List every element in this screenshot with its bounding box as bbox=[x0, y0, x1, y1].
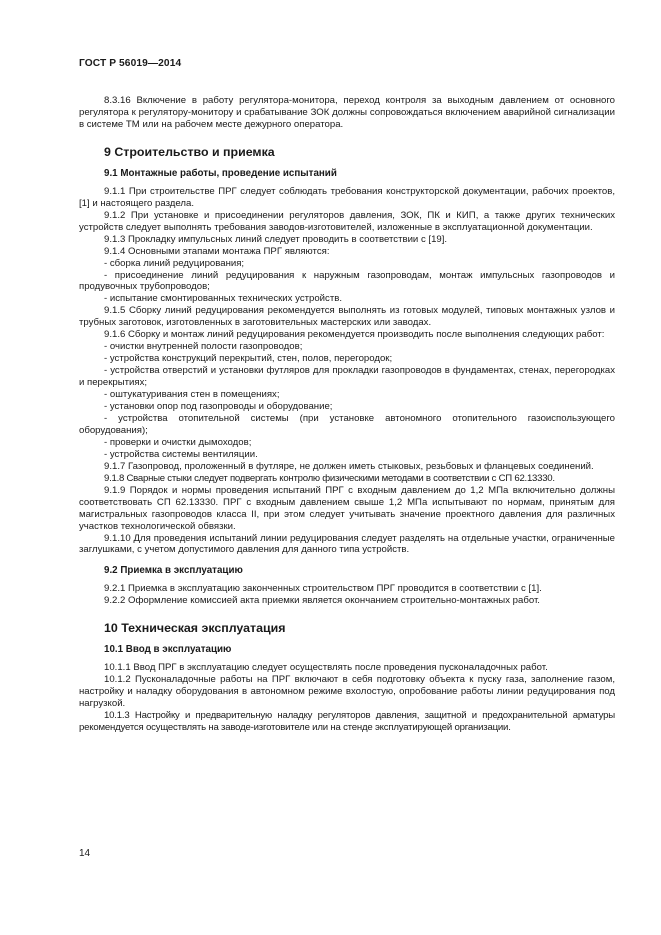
subsection-heading-10-1: 10.1 Ввод в эксплуатацию bbox=[104, 644, 232, 656]
paragraph-9-2-1: 9.2.1 Приемка в эксплуатацию законченных строительством ПРГ проводится в соответствии с [1]. bbox=[104, 583, 542, 595]
paragraph-10-1-2: 10.1.2 Пусконаладочные работы на ПРГ включают в себя подготовку объекта к пуску газа, заполнение газом, настройку и наладку оборудования в автономном режиме вхолостую, опробование работы линии редуцирования под нагрузкой. bbox=[79, 674, 615, 710]
paragraph-9-1-7: 9.1.7 Газопровод, проложенный в футляре, не должен иметь стыковых, резьбовых и фланцевых соединений. bbox=[104, 460, 594, 472]
list-item: - установки опор под газопроводы и оборудование; bbox=[104, 401, 333, 413]
list-item: - устройства конструкций перекрытий, стен, полов, перегородок; bbox=[104, 353, 393, 365]
list-item: - испытание смонтированных технических устройств. bbox=[104, 293, 342, 305]
list-item: - устройства отопительной системы (при установке автономного отопительного газоиспользующего оборудования); bbox=[79, 412, 615, 436]
paragraph-8-3-16: 8.3.16 Включение в работу регулятора-монитора, переход контроля за выходным давлением от основного регулятора к регулятору-монитору и срабатывание ЗОК должны сопровождаться включением аварийной сигнализации в системе ТМ или на рабочем месте дежурного оператора. bbox=[79, 95, 615, 130]
document-body bbox=[79, 95, 615, 734]
page-number: 14 bbox=[79, 848, 91, 859]
document-header-code: ГОСТ Р 56019—2014 bbox=[79, 58, 182, 69]
list-item: - сборка линий редуцирования; bbox=[104, 257, 245, 269]
paragraph-9-1-9: 9.1.9 Порядок и нормы проведения испытаний ПРГ с входным давлением до 1,2 МПа включительно должны соответствовать СП 62.13330. ПРГ с входным давлением свыше 1,2 МПа испытывают по нормам, принятым для магистральных газопроводов класса II, при этом следует учитывать значение проектного давления для различных участков технологической обвязки. bbox=[79, 484, 615, 532]
subsection-heading-9-1: 9.1 Монтажные работы, проведение испытаний bbox=[104, 167, 337, 179]
section-heading-10: 10 Техническая эксплуатация bbox=[104, 621, 286, 636]
paragraph-9-1-2: 9.1.2 При установке и присоединении регуляторов давления, ЗОК, ПК и КИП, а также других технических устройств следует выполнять требования заводов-изготовителей, изложенные в эксплуатационной документации. bbox=[79, 209, 615, 233]
list-item: - очистки внутренней полости газопроводов; bbox=[104, 341, 303, 353]
paragraph-9-1-3: 9.1.3 Прокладку импульсных линий следует проводить в соответствии с [19]. bbox=[104, 233, 448, 245]
list-item: - устройства системы вентиляции. bbox=[104, 448, 258, 460]
paragraph-9-1-4: 9.1.4 Основными этапами монтажа ПРГ являются: bbox=[104, 245, 330, 257]
paragraph-9-1-5: 9.1.5 Сборку линий редуцирования рекомендуется выполнять из готовых модулей, типовых монтажных узлов и трубных заготовок, изготовленных в заготовительных мастерских или заводах. bbox=[79, 305, 615, 329]
paragraph-9-2-2: 9.2.2 Оформление комиссией акта приемки является окончанием строительно-монтажных работ. bbox=[104, 595, 540, 607]
paragraph-9-1-6: 9.1.6 Сборку и монтаж линий редуцирования рекомендуется производить после выполнения следующих работ: bbox=[104, 329, 605, 341]
paragraph-9-1-10: 9.1.10 Для проведения испытаний линии редуцирования следует разделять на отдельные участки, ограниченные заглушками, с учетом допустимого давления для данного типа устройств. bbox=[79, 532, 615, 556]
list-item: - проверки и очистки дымоходов; bbox=[104, 436, 252, 448]
list-item: - оштукатуривания стен в помещениях; bbox=[104, 389, 280, 401]
list-item: - присоединение линий редуцирования к наружным газопроводам, монтаж импульсных газопроводов и продувочных трубопроводов; bbox=[79, 269, 615, 293]
section-heading-9: 9 Строительство и приемка bbox=[104, 144, 275, 159]
list-item: - устройства отверстий и установки футляров для прокладки газопроводов в фундаментах, стенах, перегородках и перекрытиях; bbox=[79, 365, 615, 389]
paragraph-10-1-3: 10.1.3 Настройку и предварительную наладку регуляторов давления, защитной и предохранительной арматуры рекомендуется осуществлять на заводе-изготовителе или на стенде эксплуатирующей организации. bbox=[79, 710, 615, 734]
subsection-heading-9-2: 9.2 Приемка в эксплуатацию bbox=[104, 565, 243, 577]
paragraph-9-1-8: 9.1.8 Сварные стыки следует подвергать контролю физическими методами в соответствии с СП 62.13330. bbox=[104, 472, 555, 484]
paragraph-9-1-1: 9.1.1 При строительстве ПРГ следует соблюдать требования конструкторской документации, рабочих проектов, [1] и настоящего раздела. bbox=[79, 185, 615, 209]
paragraph-10-1-1: 10.1.1 Ввод ПРГ в эксплуатацию следует осуществлять после проведения пусконаладочных работ. bbox=[104, 662, 548, 674]
